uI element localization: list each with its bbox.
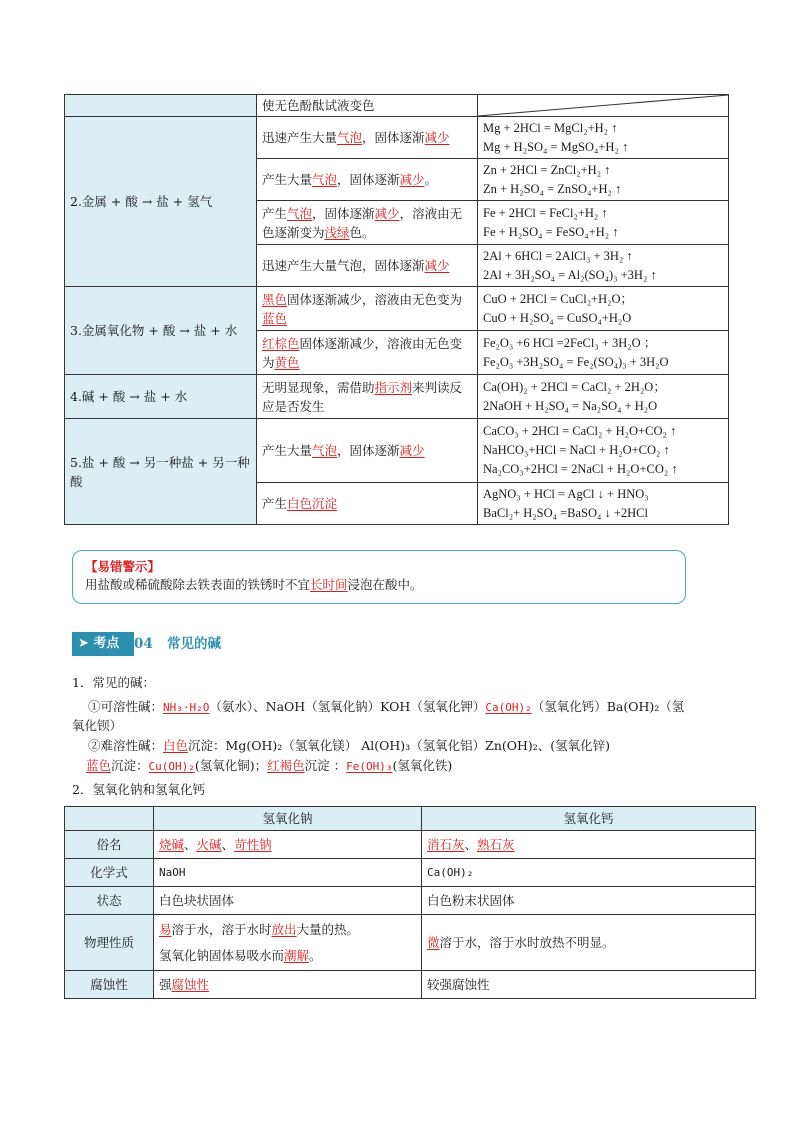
equation-cell: Zn + 2HCl = ZnCl₂+H₂ ↑ Zn + H₂SO₄ = ZnSO₄+H₂ ↑ [478, 159, 729, 201]
naoh-cell: 易溶于水，溶于水时放出大量的热。 氢氧化钠固体易吸水而潮解。 [154, 915, 422, 971]
insoluble-bases-line2: 蓝色沉淀：Cu(OH)₂(氢氧化铜)；红褐色沉淀 ：Fe(OH)₃(氢氧化铁) [86, 758, 453, 773]
caoh2-cell: Ca(OH)₂ [422, 859, 756, 887]
row-label: 俗名 [65, 831, 154, 859]
soluble-bases-line-cont: 氧化钡） [72, 718, 123, 733]
phenomenon-cell: 红棕色固体逐渐减少，溶液由无色变为黄色 [257, 331, 478, 375]
equation-cell: Ca(OH)₂ + 2HCl = CaCl₂ + 2H₂O； 2NaOH + H₂SO₄ = Na₂SO₄ + H₂O [478, 375, 729, 419]
caoh2-cell: 微溶于水，溶于水时放热不明显。 [422, 915, 756, 971]
equation-cell: Fe + 2HCl = FeCl₂+H₂ ↑ Fe + H₂SO₄ = FeSO₄+H₂ ↑ [478, 201, 729, 245]
warning-title: 【易错警示】 [85, 559, 161, 574]
diagonal-empty-cell [478, 95, 729, 117]
naoh-cell: NaOH [154, 859, 422, 887]
header-caoh2: 氢氧化钙 [422, 807, 756, 831]
naoh-cell: 白色块状固体 [154, 887, 422, 915]
phenomenon-cell: 迅速产生大量气泡，固体逐渐减少 [257, 117, 478, 159]
warning-body: 用盐酸或稀硫酸除去铁表面的铁锈时不宜长时间浸泡在酸中。 [85, 577, 423, 592]
header-empty [65, 807, 154, 831]
heading-title: 常见的碱 [167, 636, 221, 652]
equation-cell: 2Al + 6HCl = 2AlCl₃ + 3H₂ ↑ 2Al + 3H₂SO₄ = Al₂(SO₄)₃ +3H₂ ↑ [478, 245, 729, 287]
phenomenon-cell: 产生气泡，固体逐渐减少，溶液由无色逐渐变为浅绿色。 [257, 201, 478, 245]
equation-cell: AgNO₃ + HCl = AgCl ↓ + HNO₃ BaCl₂+ H₂SO₄ =BaSO₄ ↓ +2HCl [478, 483, 729, 525]
row-label: 腐蚀性 [65, 971, 154, 999]
section1-title: 1．常见的碱： [72, 675, 155, 690]
phenomenon-cell: 使无色酚酞试液变色 [257, 95, 478, 117]
phenomenon-cell: 产生白色沉淀 [257, 483, 478, 525]
equation-cell: Mg + 2HCl = MgCl₂+H₂ ↑ Mg + H₂SO₄ = MgSO₄+H₂ ↑ [478, 117, 729, 159]
phenomenon-cell: 产生大量气泡，固体逐渐减少。 [257, 159, 478, 201]
category-salt-acid: 5.盐 + 酸 → 另一种盐 + 另一种酸 [65, 419, 257, 525]
header-naoh: 氢氧化钠 [154, 807, 422, 831]
phenomenon-cell: 产生大量气泡，固体逐渐减少 [257, 419, 478, 483]
equation-cell: Fe₂O₃ +6 HCl =2FeCl₃ + 3H₂O ； Fe₂O₃ +3H₂SO₄ = Fe₂(SO₄)₃ + 3H₂O [478, 331, 729, 375]
category-base-acid: 4.碱 + 酸 → 盐 + 水 [65, 375, 257, 419]
heading-label: ➤ 考点 [72, 632, 134, 656]
category-metal-acid: 2.金属 + 酸 → 盐 + 氢气 [65, 117, 257, 287]
naoh-caoh2-table [64, 806, 756, 999]
heading-number: 04 [134, 636, 153, 652]
caoh2-cell: 较强腐蚀性 [422, 971, 756, 999]
row-label: 化学式 [65, 859, 154, 887]
phenomenon-cell: 无明显现象，需借助指示剂来判读反应是否发生 [257, 375, 478, 419]
caoh2-cell: 消石灰、熟石灰 [422, 831, 756, 859]
category-cell-empty [65, 95, 257, 117]
phenomenon-cell: 迅速产生大量气泡，固体逐渐减少 [257, 245, 478, 287]
category-metal-oxide-acid: 3.金属氧化物 + 酸 → 盐 + 水 [65, 287, 257, 375]
row-label: 状态 [65, 887, 154, 915]
naoh-cell: 烧碱、火碱、苛性钠 [154, 831, 422, 859]
equation-cell: CuO + 2HCl = CuCl₂+H₂O； CuO + H₂SO₄ = CuSO₄+H₂O [478, 287, 729, 331]
caoh2-cell: 白色粉末状固体 [422, 887, 756, 915]
section2-title: 2．氢氧化钠和氢氧化钙 [72, 782, 205, 797]
row-label: 物理性质 [65, 915, 154, 971]
soluble-bases-line: ①可溶性碱：NH₃·H₂O（氨水）、NaOH（氢氧化钠）KOH（氢氧化钾）Ca(OH)₂（氢氧化钙）Ba(OH)₂（氢 [88, 699, 685, 714]
section-heading [72, 632, 692, 658]
insoluble-bases-line: ②难溶性碱：白色沉淀：Mg(OH)₂（氢氧化镁） Al(OH)₃（氢氧化铝）Zn(OH)₂、(氢氧化锌) [88, 738, 611, 753]
warning-box [72, 550, 686, 604]
phenomenon-cell: 黑色固体逐渐减少，溶液由无色变为蓝色 [257, 287, 478, 331]
equation-cell: CaCO₃ + 2HCl = CaCl₂ + H₂O+CO₂ ↑ NaHCO₃+HCl = NaCl + H₂O+CO₂ ↑ Na₂CO₃+2HCl = 2NaCl + H₂O+CO₂ ↑ [478, 419, 729, 483]
acid-properties-table [64, 94, 729, 525]
naoh-cell: 强腐蚀性 [154, 971, 422, 999]
